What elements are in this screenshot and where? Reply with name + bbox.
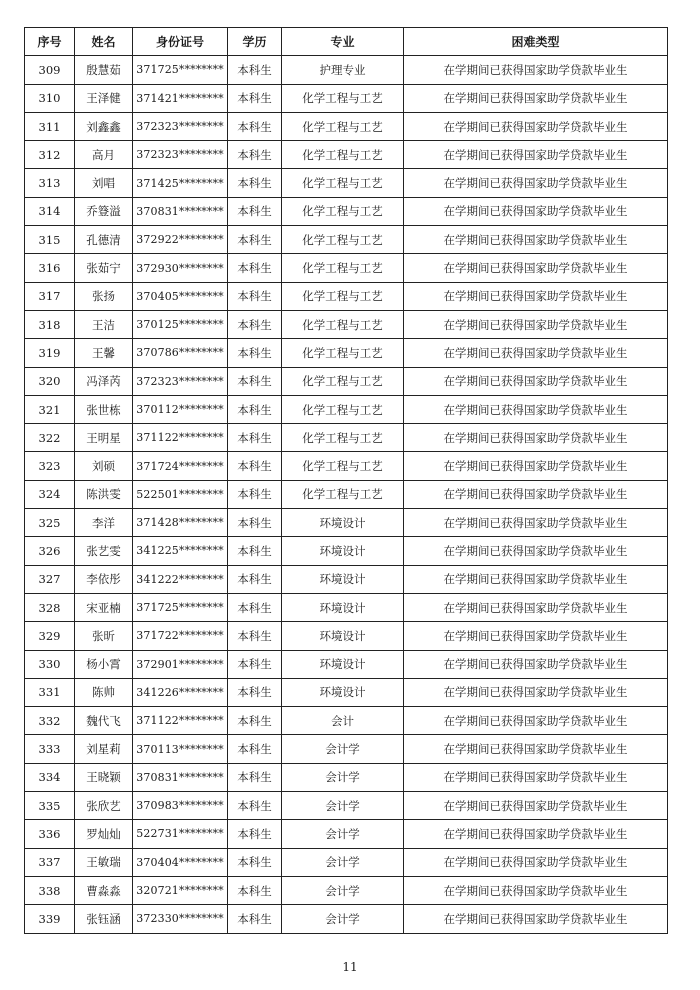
education-cell: 本科生 xyxy=(228,593,282,621)
name-cell: 李洋 xyxy=(75,509,133,537)
table-row xyxy=(25,593,668,621)
major-cell: 环境设计 xyxy=(282,565,404,593)
difficulty-type-cell: 在学期间已获得国家助学贷款毕业生 xyxy=(404,707,668,735)
education-cell: 本科生 xyxy=(228,622,282,650)
table-row xyxy=(25,509,668,537)
name-cell: 宋亚楠 xyxy=(75,593,133,621)
difficulty-type-cell: 在学期间已获得国家助学贷款毕业生 xyxy=(404,254,668,282)
name-cell: 张扬 xyxy=(75,282,133,310)
id-number-cell: 370786******** xyxy=(133,339,228,367)
major-cell: 化学工程与工艺 xyxy=(282,141,404,169)
id-number-cell: 371428******** xyxy=(133,509,228,537)
difficulty-type-cell: 在学期间已获得国家助学贷款毕业生 xyxy=(404,820,668,848)
serial-number-cell: 329 xyxy=(25,622,75,650)
major-cell: 环境设计 xyxy=(282,593,404,621)
table-row xyxy=(25,848,668,876)
serial-number-cell: 314 xyxy=(25,197,75,225)
name-cell: 刘鑫鑫 xyxy=(75,112,133,140)
education-cell: 本科生 xyxy=(228,763,282,791)
serial-number-cell: 322 xyxy=(25,424,75,452)
difficulty-type-cell: 在学期间已获得国家助学贷款毕业生 xyxy=(404,169,668,197)
education-cell: 本科生 xyxy=(228,254,282,282)
education-cell: 本科生 xyxy=(228,537,282,565)
header-education: 学历 xyxy=(228,28,282,56)
major-cell: 会计学 xyxy=(282,905,404,933)
education-cell: 本科生 xyxy=(228,169,282,197)
name-cell: 杨小霄 xyxy=(75,650,133,678)
difficulty-type-cell: 在学期间已获得国家助学贷款毕业生 xyxy=(404,622,668,650)
name-cell: 曹淼淼 xyxy=(75,876,133,904)
major-cell: 化学工程与工艺 xyxy=(282,452,404,480)
difficulty-type-cell: 在学期间已获得国家助学贷款毕业生 xyxy=(404,565,668,593)
education-cell: 本科生 xyxy=(228,310,282,338)
education-cell: 本科生 xyxy=(228,141,282,169)
table-row xyxy=(25,905,668,933)
table-row xyxy=(25,452,668,480)
major-cell: 会计 xyxy=(282,707,404,735)
difficulty-type-cell: 在学期间已获得国家助学贷款毕业生 xyxy=(404,84,668,112)
serial-number-cell: 327 xyxy=(25,565,75,593)
id-number-cell: 370983******** xyxy=(133,792,228,820)
major-cell: 环境设计 xyxy=(282,678,404,706)
name-cell: 魏代飞 xyxy=(75,707,133,735)
serial-number-cell: 321 xyxy=(25,395,75,423)
serial-number-cell: 333 xyxy=(25,735,75,763)
serial-number-cell: 311 xyxy=(25,112,75,140)
table-row xyxy=(25,622,668,650)
table-row xyxy=(25,763,668,791)
major-cell: 会计学 xyxy=(282,735,404,763)
name-cell: 刘星莉 xyxy=(75,735,133,763)
serial-number-cell: 318 xyxy=(25,310,75,338)
id-number-cell: 372930******** xyxy=(133,254,228,282)
table-row xyxy=(25,537,668,565)
name-cell: 李依彤 xyxy=(75,565,133,593)
major-cell: 化学工程与工艺 xyxy=(282,424,404,452)
table-row xyxy=(25,112,668,140)
serial-number-cell: 317 xyxy=(25,282,75,310)
serial-number-cell: 310 xyxy=(25,84,75,112)
name-cell: 孔德清 xyxy=(75,226,133,254)
table-row xyxy=(25,792,668,820)
major-cell: 会计学 xyxy=(282,792,404,820)
name-cell: 王敏瑞 xyxy=(75,848,133,876)
id-number-cell: 372323******** xyxy=(133,367,228,395)
table-row xyxy=(25,480,668,508)
serial-number-cell: 312 xyxy=(25,141,75,169)
education-cell: 本科生 xyxy=(228,905,282,933)
name-cell: 张艺雯 xyxy=(75,537,133,565)
header-name: 姓名 xyxy=(75,28,133,56)
education-cell: 本科生 xyxy=(228,339,282,367)
name-cell: 张钰涵 xyxy=(75,905,133,933)
difficulty-type-cell: 在学期间已获得国家助学贷款毕业生 xyxy=(404,480,668,508)
name-cell: 王洁 xyxy=(75,310,133,338)
education-cell: 本科生 xyxy=(228,424,282,452)
education-cell: 本科生 xyxy=(228,452,282,480)
major-cell: 会计学 xyxy=(282,820,404,848)
header-serial-number: 序号 xyxy=(25,28,75,56)
difficulty-type-cell: 在学期间已获得国家助学贷款毕业生 xyxy=(404,905,668,933)
difficulty-type-cell: 在学期间已获得国家助学贷款毕业生 xyxy=(404,876,668,904)
table-row xyxy=(25,197,668,225)
id-number-cell: 370113******** xyxy=(133,735,228,763)
id-number-cell: 372922******** xyxy=(133,226,228,254)
difficulty-type-cell: 在学期间已获得国家助学贷款毕业生 xyxy=(404,395,668,423)
education-cell: 本科生 xyxy=(228,848,282,876)
major-cell: 环境设计 xyxy=(282,622,404,650)
major-cell: 化学工程与工艺 xyxy=(282,282,404,310)
major-cell: 化学工程与工艺 xyxy=(282,112,404,140)
table-row xyxy=(25,84,668,112)
table-row xyxy=(25,254,668,282)
major-cell: 化学工程与工艺 xyxy=(282,197,404,225)
education-cell: 本科生 xyxy=(228,367,282,395)
difficulty-type-cell: 在学期间已获得国家助学贷款毕业生 xyxy=(404,735,668,763)
education-cell: 本科生 xyxy=(228,650,282,678)
education-cell: 本科生 xyxy=(228,792,282,820)
difficulty-type-cell: 在学期间已获得国家助学贷款毕业生 xyxy=(404,678,668,706)
table-header-row xyxy=(25,28,668,56)
difficulty-type-cell: 在学期间已获得国家助学贷款毕业生 xyxy=(404,197,668,225)
serial-number-cell: 338 xyxy=(25,876,75,904)
serial-number-cell: 326 xyxy=(25,537,75,565)
major-cell: 护理专业 xyxy=(282,56,404,84)
serial-number-cell: 323 xyxy=(25,452,75,480)
table-row xyxy=(25,650,668,678)
table-row xyxy=(25,707,668,735)
serial-number-cell: 320 xyxy=(25,367,75,395)
id-number-cell: 370405******** xyxy=(133,282,228,310)
serial-number-cell: 309 xyxy=(25,56,75,84)
header-major: 专业 xyxy=(282,28,404,56)
name-cell: 陈帅 xyxy=(75,678,133,706)
difficulty-type-cell: 在学期间已获得国家助学贷款毕业生 xyxy=(404,141,668,169)
name-cell: 冯泽芮 xyxy=(75,367,133,395)
id-number-cell: 370831******** xyxy=(133,197,228,225)
difficulty-type-cell: 在学期间已获得国家助学贷款毕业生 xyxy=(404,763,668,791)
table-row xyxy=(25,310,668,338)
serial-number-cell: 316 xyxy=(25,254,75,282)
serial-number-cell: 313 xyxy=(25,169,75,197)
table-row xyxy=(25,367,668,395)
difficulty-type-cell: 在学期间已获得国家助学贷款毕业生 xyxy=(404,339,668,367)
education-cell: 本科生 xyxy=(228,282,282,310)
name-cell: 王馨 xyxy=(75,339,133,367)
name-cell: 刘硕 xyxy=(75,452,133,480)
table-row xyxy=(25,565,668,593)
name-cell: 王明星 xyxy=(75,424,133,452)
major-cell: 化学工程与工艺 xyxy=(282,254,404,282)
serial-number-cell: 315 xyxy=(25,226,75,254)
difficulty-type-cell: 在学期间已获得国家助学贷款毕业生 xyxy=(404,650,668,678)
difficulty-type-cell: 在学期间已获得国家助学贷款毕业生 xyxy=(404,452,668,480)
id-number-cell: 371724******** xyxy=(133,452,228,480)
table-row xyxy=(25,56,668,84)
serial-number-cell: 337 xyxy=(25,848,75,876)
serial-number-cell: 335 xyxy=(25,792,75,820)
major-cell: 化学工程与工艺 xyxy=(282,169,404,197)
serial-number-cell: 332 xyxy=(25,707,75,735)
education-cell: 本科生 xyxy=(228,707,282,735)
difficulty-type-cell: 在学期间已获得国家助学贷款毕业生 xyxy=(404,226,668,254)
education-cell: 本科生 xyxy=(228,735,282,763)
id-number-cell: 370125******** xyxy=(133,310,228,338)
difficulty-type-cell: 在学期间已获得国家助学贷款毕业生 xyxy=(404,537,668,565)
id-number-cell: 371421******** xyxy=(133,84,228,112)
table-row xyxy=(25,141,668,169)
education-cell: 本科生 xyxy=(228,112,282,140)
table-row xyxy=(25,339,668,367)
table-body xyxy=(25,56,668,933)
id-number-cell: 371722******** xyxy=(133,622,228,650)
id-number-cell: 341222******** xyxy=(133,565,228,593)
education-cell: 本科生 xyxy=(228,84,282,112)
serial-number-cell: 325 xyxy=(25,509,75,537)
name-cell: 张昕 xyxy=(75,622,133,650)
name-cell: 罗灿灿 xyxy=(75,820,133,848)
major-cell: 化学工程与工艺 xyxy=(282,226,404,254)
difficulty-type-cell: 在学期间已获得国家助学贷款毕业生 xyxy=(404,282,668,310)
id-number-cell: 371725******** xyxy=(133,593,228,621)
name-cell: 张欣艺 xyxy=(75,792,133,820)
education-cell: 本科生 xyxy=(228,395,282,423)
difficulty-type-cell: 在学期间已获得国家助学贷款毕业生 xyxy=(404,424,668,452)
name-cell: 王泽健 xyxy=(75,84,133,112)
major-cell: 会计学 xyxy=(282,848,404,876)
major-cell: 会计学 xyxy=(282,763,404,791)
difficulty-type-cell: 在学期间已获得国家助学贷款毕业生 xyxy=(404,792,668,820)
serial-number-cell: 324 xyxy=(25,480,75,508)
id-number-cell: 320721******** xyxy=(133,876,228,904)
difficulty-type-cell: 在学期间已获得国家助学贷款毕业生 xyxy=(404,593,668,621)
difficulty-type-cell: 在学期间已获得国家助学贷款毕业生 xyxy=(404,310,668,338)
id-number-cell: 522501******** xyxy=(133,480,228,508)
id-number-cell: 372330******** xyxy=(133,905,228,933)
serial-number-cell: 334 xyxy=(25,763,75,791)
education-cell: 本科生 xyxy=(228,509,282,537)
table-row xyxy=(25,226,668,254)
header-id-number: 身份证号 xyxy=(133,28,228,56)
id-number-cell: 370404******** xyxy=(133,848,228,876)
table-row xyxy=(25,876,668,904)
serial-number-cell: 319 xyxy=(25,339,75,367)
education-cell: 本科生 xyxy=(228,56,282,84)
major-cell: 环境设计 xyxy=(282,650,404,678)
difficulty-type-cell: 在学期间已获得国家助学贷款毕业生 xyxy=(404,509,668,537)
table-row xyxy=(25,424,668,452)
name-cell: 张世栋 xyxy=(75,395,133,423)
serial-number-cell: 336 xyxy=(25,820,75,848)
id-number-cell: 371122******** xyxy=(133,424,228,452)
name-cell: 张茹宁 xyxy=(75,254,133,282)
id-number-cell: 371122******** xyxy=(133,707,228,735)
major-cell: 化学工程与工艺 xyxy=(282,310,404,338)
education-cell: 本科生 xyxy=(228,876,282,904)
name-cell: 乔簦溢 xyxy=(75,197,133,225)
major-cell: 化学工程与工艺 xyxy=(282,84,404,112)
serial-number-cell: 328 xyxy=(25,593,75,621)
difficulty-type-cell: 在学期间已获得国家助学贷款毕业生 xyxy=(404,112,668,140)
id-number-cell: 370112******** xyxy=(133,395,228,423)
id-number-cell: 372323******** xyxy=(133,141,228,169)
major-cell: 会计学 xyxy=(282,876,404,904)
id-number-cell: 372323******** xyxy=(133,112,228,140)
difficulty-type-cell: 在学期间已获得国家助学贷款毕业生 xyxy=(404,367,668,395)
header-difficulty-type: 困难类型 xyxy=(404,28,668,56)
major-cell: 化学工程与工艺 xyxy=(282,367,404,395)
table-row xyxy=(25,678,668,706)
name-cell: 王晓颖 xyxy=(75,763,133,791)
difficulty-type-cell: 在学期间已获得国家助学贷款毕业生 xyxy=(404,848,668,876)
difficulty-type-cell: 在学期间已获得国家助学贷款毕业生 xyxy=(404,56,668,84)
education-cell: 本科生 xyxy=(228,480,282,508)
education-cell: 本科生 xyxy=(228,197,282,225)
education-cell: 本科生 xyxy=(228,226,282,254)
id-number-cell: 371725******** xyxy=(133,56,228,84)
table-row xyxy=(25,169,668,197)
serial-number-cell: 331 xyxy=(25,678,75,706)
education-cell: 本科生 xyxy=(228,820,282,848)
name-cell: 陈洪雯 xyxy=(75,480,133,508)
education-cell: 本科生 xyxy=(228,678,282,706)
major-cell: 环境设计 xyxy=(282,509,404,537)
id-number-cell: 371425******** xyxy=(133,169,228,197)
id-number-cell: 341225******** xyxy=(133,537,228,565)
id-number-cell: 370831******** xyxy=(133,763,228,791)
id-number-cell: 372901******** xyxy=(133,650,228,678)
name-cell: 刘唱 xyxy=(75,169,133,197)
name-cell: 高月 xyxy=(75,141,133,169)
major-cell: 化学工程与工艺 xyxy=(282,395,404,423)
table-row xyxy=(25,282,668,310)
table-row xyxy=(25,395,668,423)
table-row xyxy=(25,735,668,763)
id-number-cell: 522731******** xyxy=(133,820,228,848)
serial-number-cell: 339 xyxy=(25,905,75,933)
id-number-cell: 341226******** xyxy=(133,678,228,706)
serial-number-cell: 330 xyxy=(25,650,75,678)
name-cell: 殷慧茹 xyxy=(75,56,133,84)
major-cell: 化学工程与工艺 xyxy=(282,339,404,367)
major-cell: 化学工程与工艺 xyxy=(282,480,404,508)
table-row xyxy=(25,820,668,848)
major-cell: 环境设计 xyxy=(282,537,404,565)
education-cell: 本科生 xyxy=(228,565,282,593)
page-number: 11 xyxy=(342,960,358,974)
student-list-table xyxy=(24,27,668,934)
